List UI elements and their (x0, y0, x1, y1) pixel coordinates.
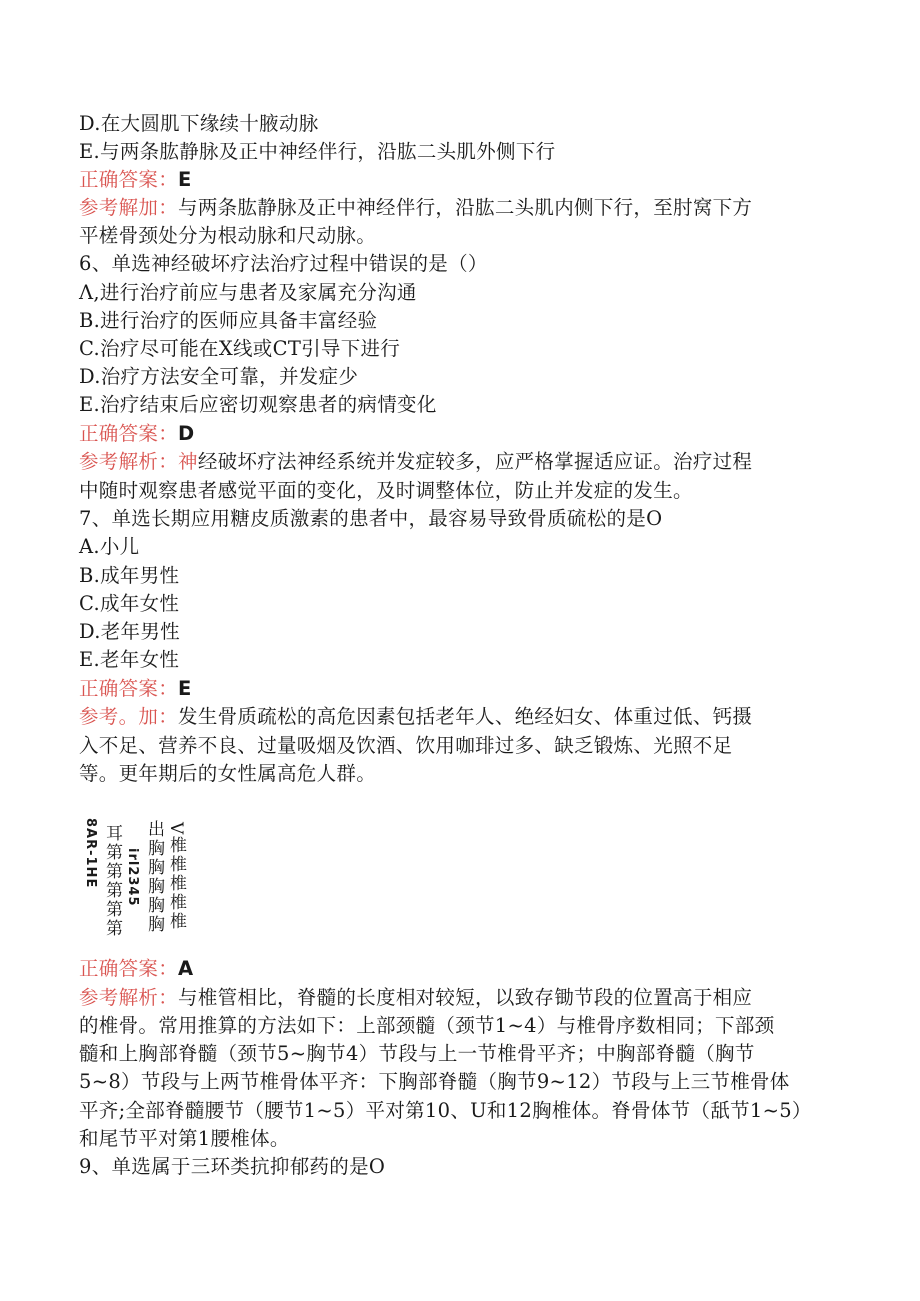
q5-explanation-cont: 平槎骨颈处分为根动脉和尺动脉。 (79, 224, 377, 247)
q6-option-b: B.进行治疗的医师应具备丰富经验 (79, 309, 378, 332)
garbled-column: irl2345 (125, 848, 140, 907)
explain-text: 与两条肱静脉及正中神经伴行，沿肱二头肌内侧下行，至肘窝下方 (178, 196, 753, 219)
q7-option-a: A.小儿 (79, 535, 140, 558)
q6-option-a: Λ,进行治疗前应与患者及家属充分沟通 (79, 281, 417, 304)
garbled-column: 8AR-1HE (83, 818, 98, 889)
q7-explanation (79, 703, 752, 731)
answer-label: 正确答案： (79, 422, 179, 445)
q6-explanation-cont: 中随时观察患者感觉平面的变化，及时调整体位，防止并发症的发生。 (79, 479, 693, 502)
garbled-column: 耳第第第第第 (102, 824, 122, 938)
q8-garbled-options (79, 818, 219, 938)
explain-label: 参考解析： (79, 986, 179, 1009)
explain-label: 参考解加： (79, 196, 179, 219)
explain-label: 参考。加： (79, 705, 179, 728)
answer-value: E (178, 677, 192, 700)
q7-answer (79, 675, 192, 703)
explain-text: 经破坏疗法神经系统并发症较多，应严格掌握适应证。治疗过程 (197, 450, 753, 473)
q6-explanation (79, 448, 752, 476)
q7-question: 7、单选长期应用糖皮质激素的患者中，最容易导致骨质硫松的是O (79, 507, 663, 530)
q6-option-d: D.治疗方法安全可靠，并发症少 (79, 365, 359, 388)
q7-explanation-cont: 入不足、营养不良、过量吸烟及饮酒、饮用咖琲过多、缺乏锻炼、光照不足 (79, 734, 733, 757)
q7-option-b: B.成年男性 (79, 564, 180, 587)
q5-option-d: D.在大圆肌下缘续十腋动脉 (79, 112, 319, 135)
q8-explanation-cont: 平齐;全部脊髓腰节（腰节1~5）平对第10、U和12胸椎体。脊骨体节（舐节1~5） (79, 1099, 812, 1122)
q6-option-c: C.治疗尽可能在X线或CT引导下进行 (79, 337, 401, 360)
q6-option-e: E.治疗结束后应密切观察患者的病情变化 (79, 393, 437, 416)
answer-value: E (178, 168, 192, 191)
q8-explanation-cont: 和尾节平对第1腰椎体。 (79, 1127, 290, 1150)
q8-answer (79, 955, 193, 983)
answer-label: 正确答案： (79, 957, 179, 980)
q7-option-e: E.老年女性 (79, 648, 180, 671)
q9-question: 9、单选属于三环类抗抑郁药的是O (79, 1155, 386, 1178)
q7-option-d: D.老年男性 (79, 620, 180, 643)
explain-text: 与椎管相比，脊髓的长度相对较短，以致存锄节段的位置高于相应 (178, 986, 753, 1009)
q8-explanation-cont: 5~8）节段与上两节椎骨体平齐：下胸部脊髓（胸节9~12）节段与上三节椎骨体 (79, 1070, 790, 1093)
garbled-column: V椎椎椎椎椎 (166, 822, 186, 932)
answer-label: 正确答案： (79, 677, 179, 700)
q6-question: 6、单选神经破坏疗法治疗过程中错误的是（） (79, 252, 488, 275)
explain-text: 发生骨质疏松的高危因素包括老年人、绝经妇女、体重过低、钙摄 (178, 705, 753, 728)
garbled-column: 出胸胸胸胸胸 (144, 820, 164, 934)
q6-answer (79, 420, 195, 448)
q5-answer (79, 166, 192, 194)
q8-explanation-cont: 的椎骨。常用推算的方法如下：上部颈髓（颈节1~4）与椎骨序数相同；下部颈 (79, 1014, 775, 1037)
q7-explanation-cont2: 等。更年期后的女性属高危人群。 (79, 762, 377, 785)
q7-option-c: C.成年女性 (79, 592, 180, 615)
answer-value: A (178, 957, 194, 980)
q8-explanation (79, 984, 752, 1012)
answer-value: D (178, 422, 195, 445)
explain-label: 参考解析：神 (79, 450, 198, 473)
q5-option-e: E.与两条肱静脉及正中神经伴行，沿肱二头肌外侧下行 (79, 140, 556, 163)
q5-explanation (79, 194, 752, 222)
q8-explanation-cont: 髓和上胸部脊髓（颈节5~胸节4）节段与上一节椎骨平齐；中胸部脊髓（胸节 (79, 1042, 755, 1065)
answer-label: 正确答案： (79, 168, 179, 191)
